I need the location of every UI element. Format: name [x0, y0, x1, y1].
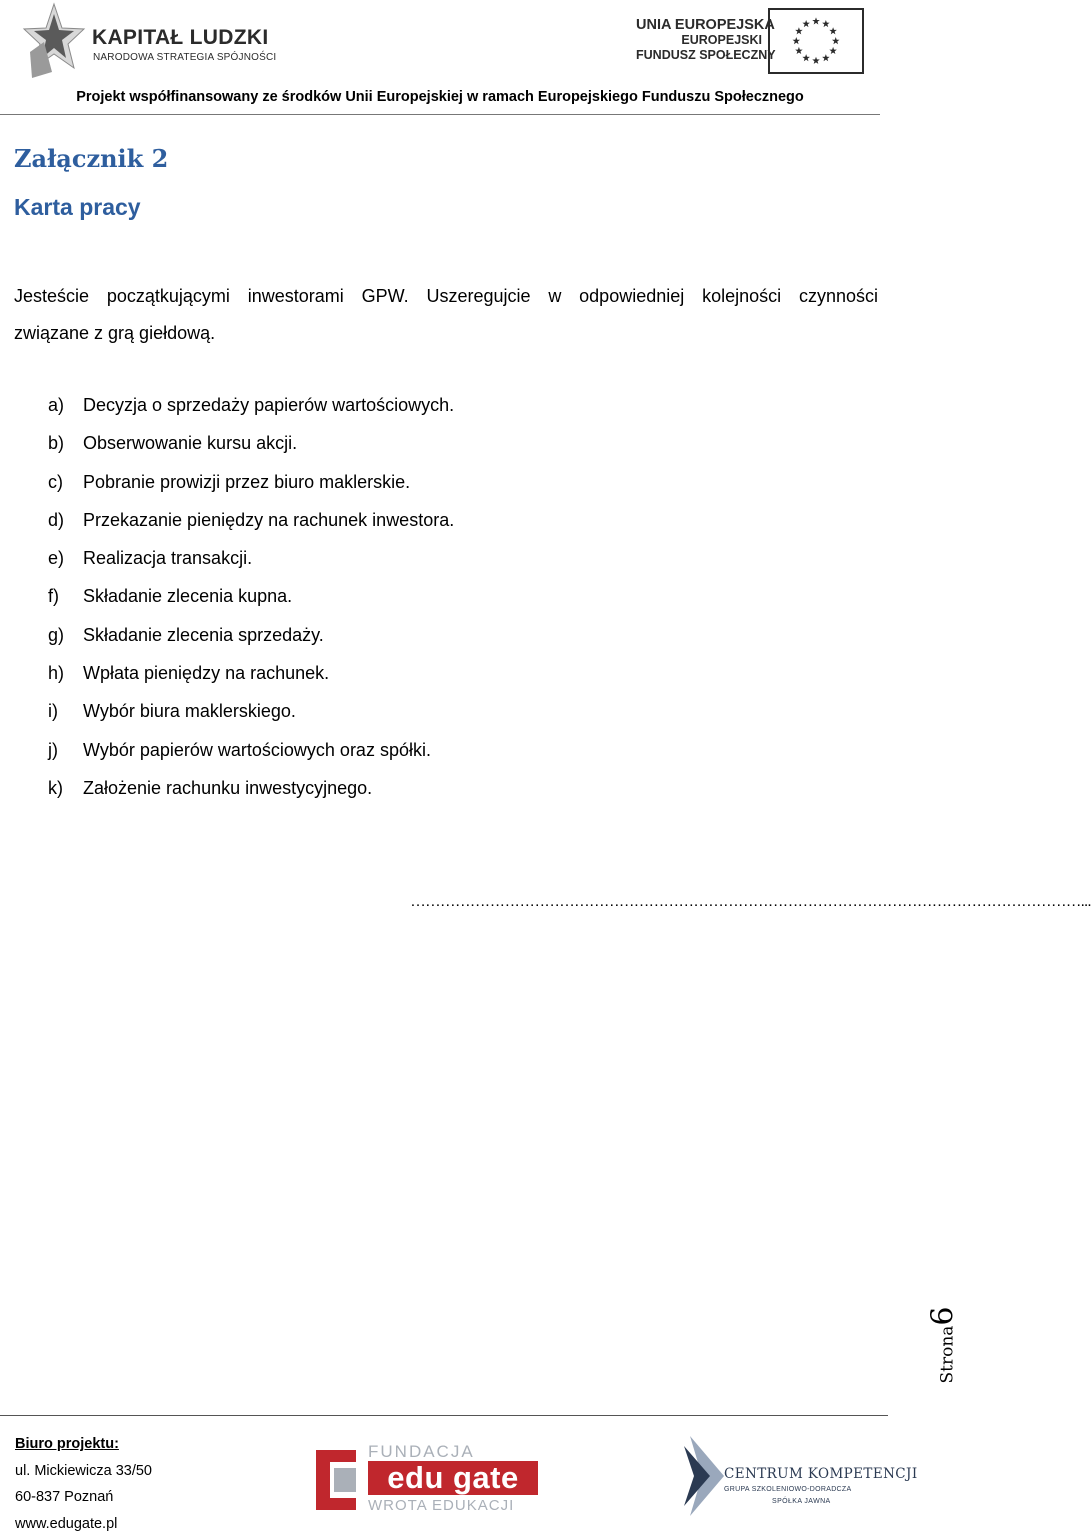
- list-item: [48, 737, 454, 775]
- list-item-letter: d): [48, 507, 83, 545]
- eu-star-icon: [822, 20, 829, 27]
- page-number: [920, 1295, 966, 1395]
- office-heading: Biuro projektu:: [15, 1431, 152, 1458]
- kapital-ludzki-subtitle: NARODOWA STRATEGIA SPÓJNOŚCI: [93, 52, 276, 63]
- instructions-word: w: [548, 278, 561, 315]
- list-item-text: Obserwowanie kursu akcji.: [83, 430, 297, 468]
- list-item: [48, 775, 454, 813]
- centrum-kompetencji-mark-icon: [684, 1436, 726, 1516]
- list-item-text: Składanie zlecenia kupna.: [83, 583, 292, 621]
- eu-star-icon: [802, 20, 809, 27]
- list-item-text: Wybór papierów wartościowych oraz spółki.: [83, 737, 431, 775]
- eu-flag-icon: [768, 8, 864, 74]
- edugate-tagline: WROTA EDUKACJI: [368, 1497, 514, 1514]
- annex-title: Załącznik 2: [14, 144, 168, 173]
- list-item: [48, 698, 454, 736]
- list-item-text: Założenie rachunku inwestycyjnego.: [83, 775, 372, 813]
- header-divider: [0, 114, 880, 115]
- edugate-mark-icon: [316, 1450, 358, 1510]
- kapital-ludzki-logo: [22, 2, 272, 80]
- page-label: Strona: [938, 1326, 958, 1384]
- list-item-letter: b): [48, 430, 83, 468]
- eu-star-icon: [812, 57, 819, 64]
- list-item-letter: g): [48, 622, 83, 660]
- centrum-kompetencji-name: CENTRUM KOMPETENCJI: [724, 1466, 918, 1482]
- list-item: [48, 392, 454, 430]
- centrum-kompetencji-subtitle: GRUPA SZKOLENIOWO-DORADCZA: [724, 1486, 851, 1493]
- instructions-line-2: związane z grą giełdową.: [14, 315, 878, 352]
- list-item-letter: j): [48, 737, 83, 775]
- list-item-text: Decyzja o sprzedaży papierów wartościowych.: [83, 392, 454, 430]
- list-item-text: Wpłata pieniędzy na rachunek.: [83, 660, 329, 698]
- list-item-letter: e): [48, 545, 83, 583]
- address-street: ul. Mickiewicza 33/50: [15, 1458, 152, 1485]
- kapital-ludzki-star-icon: [22, 2, 84, 80]
- list-item: [48, 660, 454, 698]
- eu-star-icon: [822, 54, 829, 61]
- instructions-word: inwestorami: [248, 278, 344, 315]
- eu-logo: [636, 8, 866, 76]
- eu-star-icon: [802, 54, 809, 61]
- centrum-kompetencji-company-type: SPÓŁKA JAWNA: [772, 1498, 831, 1505]
- instructions-line-1: [14, 278, 878, 315]
- list-item-text: Realizacja transakcji.: [83, 545, 252, 583]
- instructions-word: kolejności: [702, 278, 781, 315]
- list-item-text: Składanie zlecenia sprzedaży.: [83, 622, 324, 660]
- eu-logo-line2: EUROPEJSKI: [636, 33, 762, 48]
- list-item-letter: c): [48, 469, 83, 507]
- instructions-word: czynności: [799, 278, 878, 315]
- instructions-paragraph: [14, 278, 878, 352]
- project-caption: Projekt współfinansowany ze środków Unii Europejskiej w ramach Europejskiego Funduszu Społecznego: [0, 89, 880, 105]
- kapital-ludzki-title: KAPITAŁ LUDZKI: [92, 26, 268, 50]
- activity-list: [48, 392, 454, 813]
- instructions-word: Uszeregujcie: [426, 278, 530, 315]
- eu-star-icon: [793, 37, 800, 44]
- list-item-text: Wybór biura maklerskiego.: [83, 698, 296, 736]
- list-item-letter: h): [48, 660, 83, 698]
- eu-logo-line1: UNIA EUROPEJSKA: [636, 18, 762, 33]
- page-number-value: 6: [926, 1306, 961, 1325]
- list-item-letter: a): [48, 392, 83, 430]
- list-item: [48, 430, 454, 468]
- edugate-name: edu gate: [368, 1461, 538, 1495]
- eu-star-icon: [812, 17, 819, 24]
- instructions-word: początkującymi: [107, 278, 230, 315]
- centrum-kompetencji-logo: [684, 1436, 884, 1516]
- answer-line: ………………………………………………………………………………………………………………………...: [410, 893, 1091, 911]
- edugate-foundation: FUNDACJA: [368, 1442, 475, 1462]
- website-link[interactable]: www.edugate.pl: [15, 1511, 152, 1537]
- list-item-text: Pobranie prowizji przez biuro maklerskie.: [83, 469, 410, 507]
- list-item-letter: f): [48, 583, 83, 621]
- eu-logo-line3: FUNDUSZ SPOŁECZNY: [636, 48, 762, 63]
- list-item: [48, 545, 454, 583]
- eu-star-icon: [829, 27, 837, 34]
- worksheet-title: Karta pracy: [14, 194, 141, 221]
- list-item: [48, 583, 454, 621]
- address-city: 60-837 Poznań: [15, 1484, 152, 1511]
- list-item-letter: k): [48, 775, 83, 813]
- eu-star-icon: [795, 27, 803, 34]
- list-item: [48, 507, 454, 545]
- list-item: [48, 469, 454, 507]
- instructions-word: GPW.: [362, 278, 409, 315]
- list-item-text: Przekazanie pieniędzy na rachunek inwestora.: [83, 507, 454, 545]
- eu-star-icon: [832, 37, 839, 44]
- footer-divider: [0, 1415, 888, 1416]
- project-office: [15, 1431, 152, 1537]
- eu-star-icon: [795, 47, 803, 54]
- eu-star-icon: [829, 47, 837, 54]
- instructions-word: Jesteście: [14, 278, 89, 315]
- edugate-logo: [316, 1440, 548, 1518]
- instructions-word: odpowiedniej: [579, 278, 684, 315]
- list-item-letter: i): [48, 698, 83, 736]
- list-item: [48, 622, 454, 660]
